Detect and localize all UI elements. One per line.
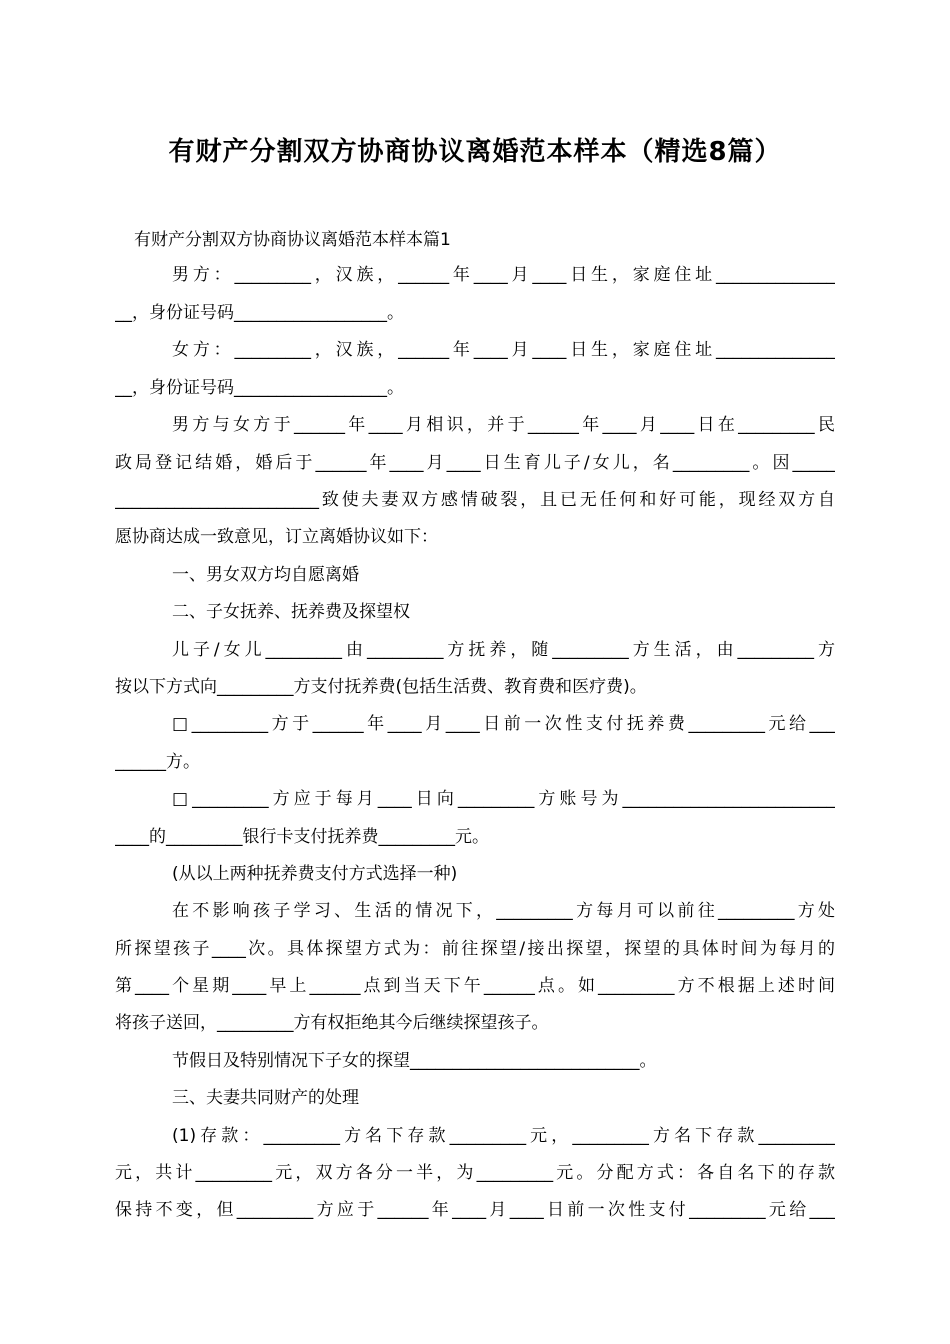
paragraph-line: 在不影响孩子学习、生活的情况下，_________方每月可以前往_________方处 [172,901,835,921]
paragraph-line: 按以下方式向_________方支付抚养费(包括生活费、教育费和医疗费)。 [115,677,647,697]
section-heading-line: 一、男女双方均自愿离婚 [172,565,359,585]
paragraph-line: ____的_________银行卡支付抚养费_________元。 [115,827,489,847]
paragraph-line: 第____个星期____早上______点到当天下午______点。如_________方不根据上述时间 [115,976,835,996]
paragraph-line: 将孩子送回，_________方有权拒绝其今后继续探望孩子。 [115,1013,549,1033]
paragraph-line: __，身份证号码__________________。 [115,378,404,398]
paragraph-line: 男方：_________，汉族，______年____月____日生，家庭住址______________ [172,265,835,285]
section-heading-line: 三、夫妻共同财产的处理 [172,1088,359,1108]
section-heading: 有财产分割双方协商协议离婚范本样本篇1 [134,230,451,250]
paragraph-line: 女方：_________，汉族，______年____月____日生，家庭住址______________ [172,340,835,360]
paragraph-line: 节假日及特别情况下子女的探望___________________________。 [172,1051,657,1071]
paragraph-line: __，身份证号码__________________。 [115,303,404,323]
paragraph-line: ________________________致使夫妻双方感情破裂，且已无任何和好可能，现经双方自 [115,490,835,510]
paragraph-line: 男方与女方于______年____月相识，并于______年____月____日在_________民 [172,415,835,435]
paragraph-line: 儿子/女儿_________由_________方抚养，随_________方生活，由_________方 [172,640,835,660]
section-heading-line: 二、子女抚养、抚养费及探望权 [172,602,410,622]
paragraph-line: □_________方应于每月____日向_________方账号为_________________________ [172,789,835,809]
paragraph-line: □_________方于______年____月____日前一次性支付抚养费_________元给___ [172,714,835,734]
paragraph-line: ______方。 [115,752,200,772]
paragraph-line: 愿协商达成一致意见，订立离婚协议如下： [115,527,438,547]
paragraph-line: 所探望孩子____次。具体探望方式为：前往探望/接出探望，探望的具体时间为每月的 [115,939,835,959]
paragraph-line: 保持不变，但_________方应于______年____月____日前一次性支付_________元给___ [115,1200,835,1220]
document-title: 有财产分割双方协商协议离婚范本样本（精选8篇） [168,137,782,167]
paragraph-line: (1)存款：_________方名下存款_________元，_________方名下存款_________ [172,1126,835,1146]
paragraph-line: (从以上两种抚养费支付方式选择一种) [172,864,458,884]
paragraph-line: 元，共计_________元，双方各分一半，为_________元。分配方式：各自名下的存款 [115,1163,835,1183]
paragraph-line: 政局登记结婚，婚后于______年____月____日生育儿子/女儿，名_________。因_____ [115,453,835,473]
